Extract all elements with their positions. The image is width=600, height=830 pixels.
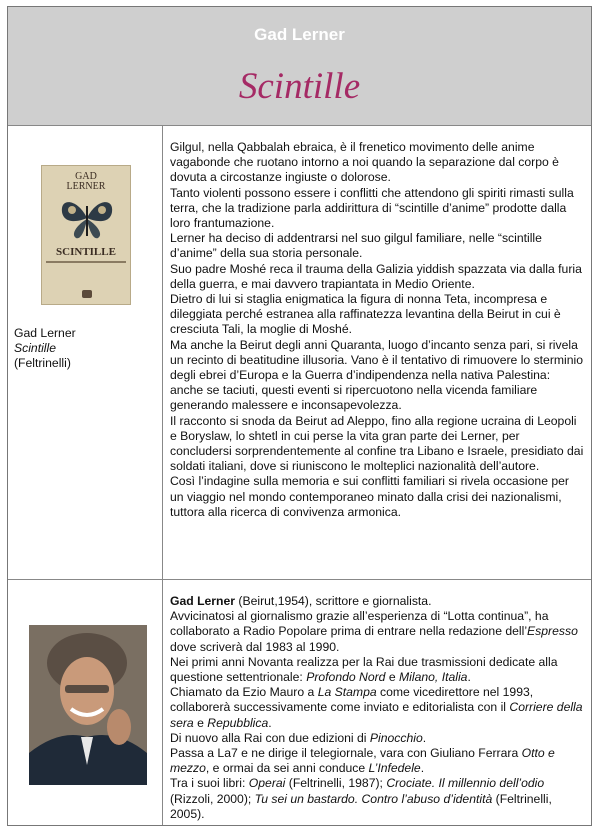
caption-publisher: (Feltrinelli) [14, 356, 71, 371]
author-portrait-icon [29, 625, 147, 785]
publisher-logo-icon [82, 290, 92, 298]
caption-author: Gad Lerner [14, 326, 76, 340]
cover-author-line1: GAD [75, 171, 97, 182]
bio-name: Gad Lerner [170, 594, 236, 608]
book-caption [14, 326, 76, 372]
book-sheet [7, 6, 592, 826]
author-row [8, 580, 591, 825]
book-info-column [8, 126, 163, 579]
cover-author-line2: LERNER [66, 181, 106, 192]
author-photo-column [8, 580, 163, 825]
author-bio [170, 594, 584, 822]
header-banner [8, 7, 591, 126]
synopsis-paragraph: Così l’indagine sulla memoria e sui conflitti familiari si rivela occasione per un viaggio nel mondo contemporaneo minato dalla crisi dei nazionalismi, tuttora alla ricerca di convivenza armonica. [170, 474, 569, 519]
bio-intro: Gad Lerner (Beirut,1954), scrittore e giornalista. [170, 594, 432, 608]
synopsis-paragraph: Dietro di lui si staglia enigmatica la figura di nonna Teta, incompresa e dileggiata perché estranea alla raffinatezza levantina della Beirut in cui è cresciuta Tali, la moglie di Moshé. [170, 292, 561, 337]
butterfly-icon [42, 188, 132, 248]
book-cover-image [41, 165, 131, 305]
bio-paragraph: Di nuovo alla Rai con due edizioni di Pinocchio. [170, 730, 427, 745]
bio-paragraph: Chiamato da Ezio Mauro a La Stampa come vicedirettore nel 1993, collaborerà successivamente come inviato e editorialista con il Corriere della sera e Repubblica. [170, 685, 583, 730]
synopsis-paragraph: Il racconto si snoda da Beirut ad Aleppo, fino alla regione ucraina di Leopoli e Boryslaw, lo shtetl in cui perse la vita gran parte dei Lerner, per concludersi sorprendentemente al confine tra Libano e Israele, presidiato dai soldati italiani, dove si riuniscono le molteplici nazionalità dell’autore. [170, 413, 584, 474]
synopsis-paragraph: Suo padre Moshé reca il trauma della Galizia yiddish spazzata via dalla furia della guerra, e mai davvero trapiantata in Medio Oriente. [170, 261, 582, 291]
bio-paragraph: Passa a La7 e ne dirige il telegiornale, vara con Giuliano Ferrara Otto e mezzo, e ormai da sei anni conduce L’Infedele. [170, 746, 555, 776]
synopsis-paragraph: Lerner ha deciso di addentrarsi nel suo gilgul familiare, nelle “scintille d’anime” della sua storia personale. [170, 231, 542, 261]
header-author: Gad Lerner [254, 25, 345, 44]
synopsis-paragraph: Gilgul, nella Qabbalah ebraica, è il frenetico movimento delle anime vagabonde che ruotano intorno a noi quando la separazione dal corpo è dovuta a circostanze ingiuste o dolorose. [170, 140, 559, 185]
book-synopsis [170, 140, 584, 520]
caption-title: Scintille [14, 341, 56, 356]
synopsis-paragraph: Tanto violenti possono essere i conflitti che attendono gli spiriti rimasti sulla terra, che la tradizione parla addirittura di “scintille d’anime” prodotte dalla loro frantumazione. [170, 185, 574, 231]
cover-title: SCINTILLE [56, 246, 116, 258]
author-photo [29, 625, 147, 785]
synopsis-paragraph: Ma anche la Beirut degli anni Quaranta, luogo d’incanto senza pari, si rivela un recinto di beatitudine illusoria. Vano è il tentativo di rimuovere lo sterminio degli ebrei d’Europa e la Guerra d’indipendenza nella nativa Palestina: anche se taciuti, questi eventi si ripercuotono nella vicenda familiare generando malessere e inconsapevolezza. [170, 337, 584, 413]
bio-paragraph: Nei primi anni Novanta realizza per la Rai due trasmissioni dedicate alla questione settentrionale: Profondo Nord e Milano, Italia. [170, 654, 558, 685]
bio-paragraph: Avvicinatosi al giornalismo grazie all’esperienza di “Lotta continua”, ha collaborato a Radio Popolare prima di entrare nella redazione dell’Espresso dove scriverà dal 1983 al 1990. [170, 609, 578, 654]
bio-paragraph: Tra i suoi libri: Operai (Feltrinelli, 1987); Crociate. Il millennio dell’odio (Rizzoli, 2000); Tu sei un bastardo. Contro l’abuso d’identità (Feltrinelli, 2005). [170, 776, 552, 821]
cover-subtitle-line [46, 261, 126, 263]
book-row [8, 126, 591, 580]
header-title: Scintille [238, 66, 361, 107]
